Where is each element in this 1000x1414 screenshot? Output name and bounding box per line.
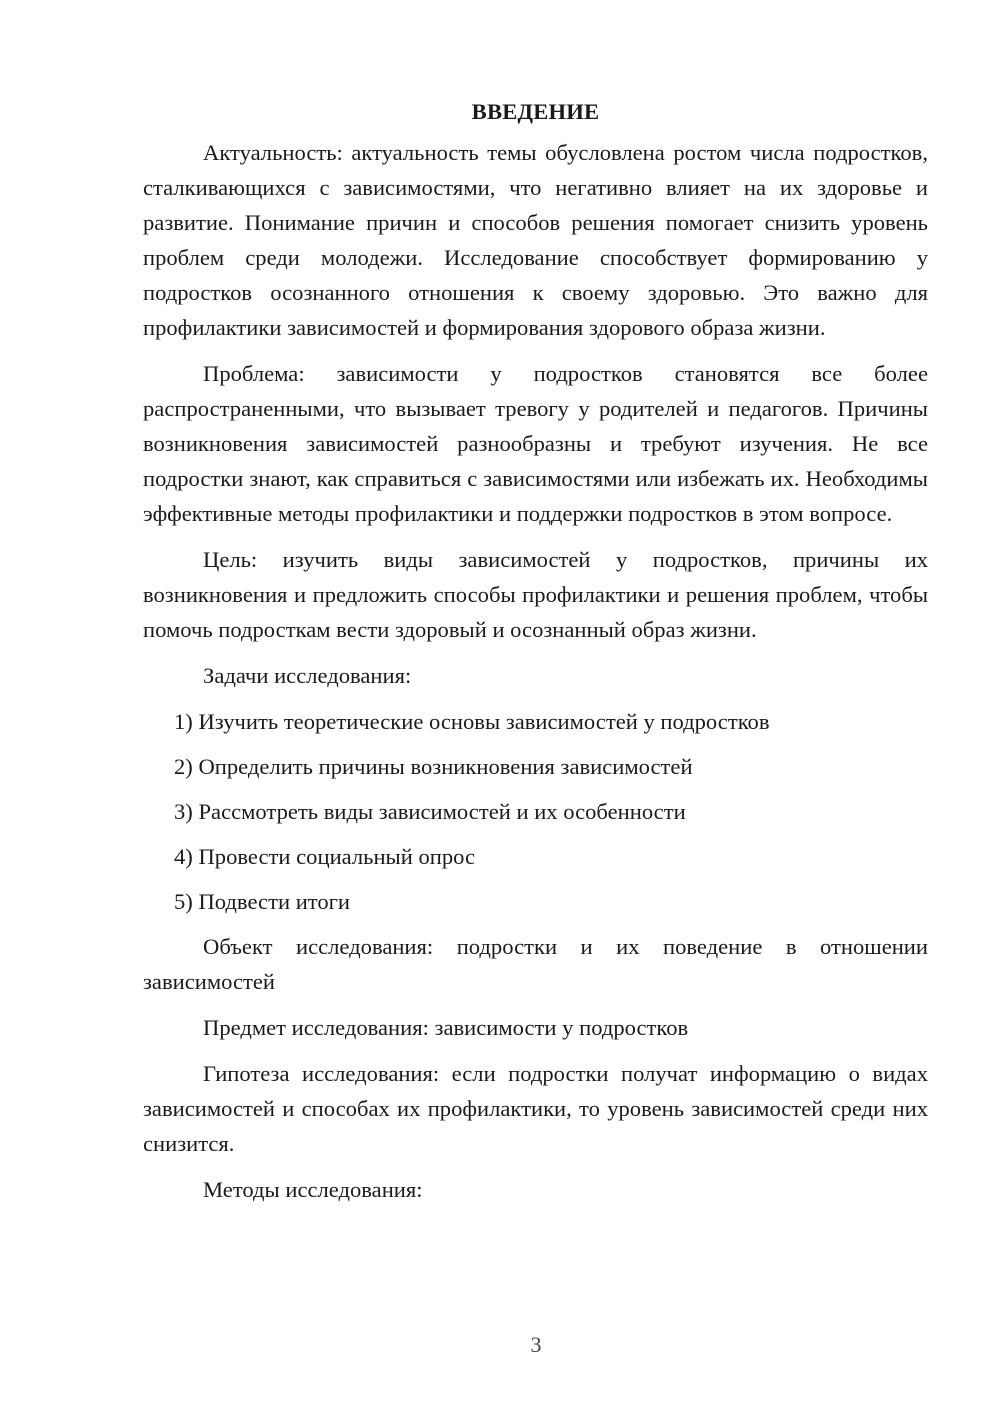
goal-paragraph: Цель: изучить виды зависимостей у подростков, причины их возникновения и предложить способы профилактики и решения проблем, чтобы помочь подросткам вести здоровый и осознанный образ жизни. [143,547,928,642]
list-item: 4) Провести социальный опрос [174,844,476,869]
tasks-list [143,704,928,919]
problem-paragraph: Проблема: зависимости у подростков становятся все более распространенными, что вызывает тревогу у родителей и педагогов. Причины возникновения зависимостей разнообразны и требуют изучения. Не все подростки знают, как справиться с зависимостями или избежать их. Необходимы эффективные методы профилактики и поддержки подростков в этом вопросе. [143,361,928,526]
page-number: 3 [530,1332,542,1357]
methods-heading: Методы исследования: [203,1177,423,1202]
relevance-paragraph: Актуальность: актуальность темы обусловлена ростом числа подростков, сталкивающихся с зависимостями, что негативно влияет на их здоровье и развитие. Понимание причин и способов решения помогает снизить уровень проблем среди молодежи. Исследование способствует формированию у подростков осознанного отношения к своему здоровью. Это важно для профилактики зависимостей и формирования здорового образа жизни. [143,140,928,340]
list-item: 2) Определить причины возникновения зависимостей [174,754,693,779]
section-title: ВВЕДЕНИЕ [471,99,600,124]
object-paragraph: Объект исследования: подростки и их поведение в отношении зависимостей [143,934,928,994]
page-content [143,94,928,1218]
tasks-heading: Задачи исследования: [203,663,412,688]
hypothesis-paragraph: Гипотеза исследования: если подростки получат информацию о видах зависимостей и способах их профилактики, то уровень зависимостей среди них снизится. [143,1061,928,1156]
subject-paragraph: Предмет исследования: зависимости у подростков [203,1015,689,1040]
list-item: 3) Рассмотреть виды зависимостей и их особенности [174,799,686,824]
list-item: 1) Изучить теоретические основы зависимостей у подростков [174,709,770,734]
list-item: 5) Подвести итоги [174,889,351,914]
